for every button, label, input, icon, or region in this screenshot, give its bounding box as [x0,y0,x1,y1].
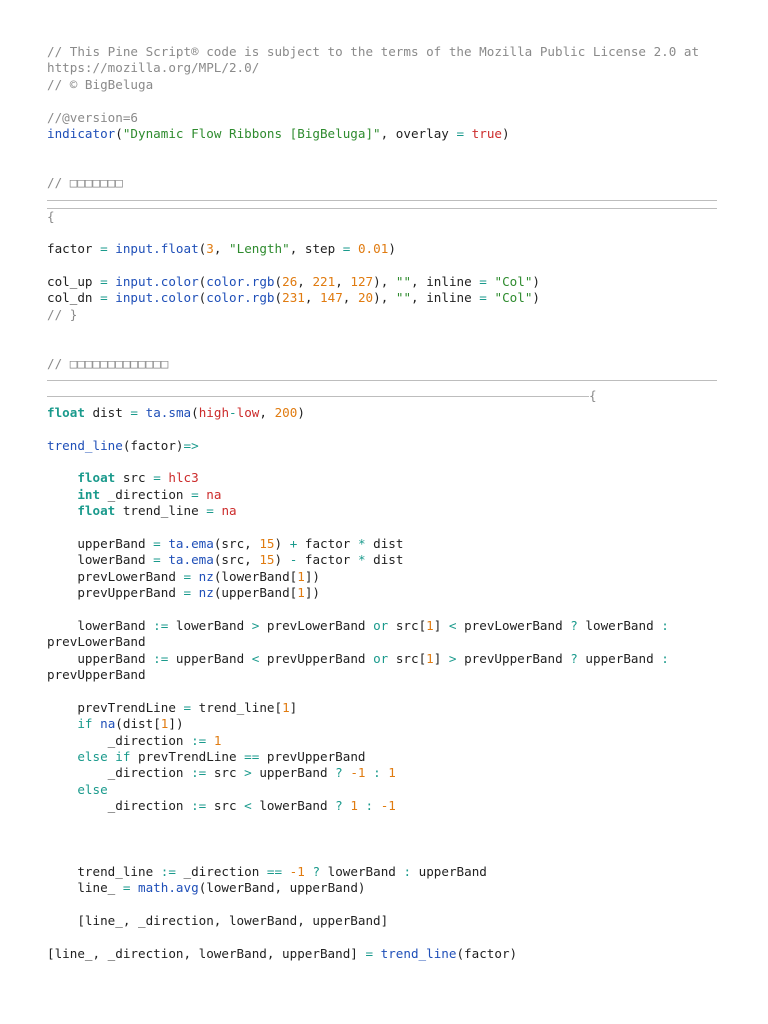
code-line [47,175,727,191]
blank-line [47,454,727,470]
code-line [47,487,727,503]
code-token: , [213,241,230,257]
code-token: ) [274,535,290,551]
code-token: lowerBand [577,617,662,633]
code-token: 1 [426,617,434,633]
code-line [47,749,727,765]
code-token: = [100,274,108,290]
code-token: : [661,650,669,666]
code-token: lowerBand [47,552,154,568]
code-token [373,798,381,813]
code-token: [line_, _direction, lowerBand, upperBand] [47,945,366,961]
code-token: lowerBand [251,798,336,814]
code-line [47,356,727,372]
blank-line [47,421,727,437]
code-token: ( [274,290,283,306]
code-token: , inline [411,290,480,306]
code-token: math.avg [138,880,199,896]
code-token: * [357,535,366,551]
code-token [47,470,77,485]
code-token: //@version=6 [47,109,138,125]
code-token [93,716,101,731]
blank-line [47,815,727,831]
code-token [47,487,77,502]
code-token: = [479,274,487,290]
code-token [366,765,374,780]
code-token: // □□□□□□□ [47,175,123,191]
code-line [47,569,727,585]
blank-line [47,258,727,274]
code-token: trend_line [380,945,457,961]
code-token: 20 [357,290,374,306]
code-line [47,913,727,929]
code-token: prevLowerBand [47,634,146,650]
code-token: line_ [47,880,123,896]
code-token: _direction [47,798,192,814]
code-token: low [236,404,260,420]
code-line [47,733,727,749]
code-token: = [122,880,131,896]
code-token: or [373,617,389,633]
code-token: -1 [289,863,305,879]
code-token: upperBand [251,765,336,781]
code-token: * [357,552,366,568]
code-token: (src, [213,552,260,568]
code-token: color.rgb [206,290,275,306]
code-token: = [456,125,465,141]
code-token: < [244,798,252,814]
code-line [47,503,727,519]
code-token: color.rgb [206,274,275,290]
code-token: prevUpperBand [456,650,571,666]
code-token: src [115,470,154,486]
blank-line [47,159,727,175]
code-token: (src, [213,535,260,551]
code-line [47,274,727,290]
code-token: else if [77,749,131,765]
code-token: = [479,290,487,306]
code-token: int [77,486,101,502]
code-token: prevUpperBand [259,749,366,765]
blank-line [47,323,727,339]
code-token: { [47,208,55,224]
code-token [47,782,77,797]
code-token: > [251,617,260,633]
code-token: prevUpperBand [47,667,146,683]
code-token: = [365,945,374,961]
code-token: = [130,404,139,420]
code-token: nz [198,585,214,601]
code-token: = [183,585,192,601]
code-token: ] [433,617,449,633]
code-token: , step [289,241,343,257]
code-line [47,880,727,896]
code-line [47,405,727,421]
blank-line [47,929,727,945]
code-token [358,798,366,813]
code-token: < [251,650,260,666]
code-token: - [289,552,298,568]
code-token [206,733,214,748]
code-token: _direction [47,732,192,748]
code-token: == [266,863,283,879]
code-token: src [206,798,245,814]
code-token: -1 [350,765,366,781]
code-token: = [206,503,214,519]
code-token: = [153,535,161,551]
code-line [47,209,727,225]
code-token: 1 [297,568,305,584]
blank-line [47,340,727,356]
code-token: "" [395,274,412,290]
code-token: high [198,404,230,420]
code-line [47,552,727,568]
code-token: upperBand [411,863,487,879]
code-token: prevLowerBand [456,617,571,633]
code-token: ] [289,699,298,715]
code-token: hlc3 [168,470,199,486]
code-token [47,503,77,518]
code-token [373,946,381,961]
code-token: 221 [312,274,336,290]
code-token [282,864,290,879]
code-token: (factor) [456,945,518,961]
code-token: factor [297,552,358,568]
code-token: input.color [115,274,199,290]
blank-line [47,897,727,913]
code-token: ]) [304,585,321,601]
code-token: = [183,568,192,584]
code-token: prevUpperBand [47,585,184,601]
code-token: upperBand [47,650,154,666]
code-token: (factor) [122,437,184,453]
code-token: trend_line [47,863,161,879]
code-token: src[ [388,650,427,666]
code-token: src [206,765,245,781]
code-token: ( [274,274,283,290]
code-token: input.color [115,290,199,306]
code-token: [line_, _direction, lowerBand, upperBand] [47,912,389,928]
code-line [47,388,727,404]
code-token: prevLowerBand [259,617,374,633]
code-token: 200 [274,404,298,420]
code-token: - [229,404,237,420]
code-token: nz [198,568,214,584]
code-token: ) [388,241,396,257]
code-token: ? [335,798,343,814]
code-line [47,60,727,76]
code-token: := [191,798,207,814]
code-token: 147 [320,290,343,306]
code-document [47,44,727,962]
code-token: col_dn [47,290,101,306]
code-token: or [373,650,389,666]
blank-line [47,520,727,536]
code-token: < [448,617,457,633]
code-line [47,864,727,880]
code-line [47,536,727,552]
code-token: dist [365,535,404,551]
code-line [47,700,727,716]
code-token: == [244,749,260,765]
code-token: // } [47,306,78,322]
code-token: ? [312,863,321,879]
code-token: , inline [411,274,480,290]
code-line [47,438,727,454]
code-token: ta.sma [145,404,192,420]
code-token: trend_line[ [191,699,283,715]
code-token: factor [297,535,358,551]
code-token: upperBand [168,650,252,666]
code-token: := [153,650,169,666]
code-line [47,716,727,732]
code-token: "" [395,290,412,306]
code-token: float [47,404,85,420]
code-token: dist [84,404,131,420]
code-token [191,585,199,600]
code-token [464,126,472,141]
code-token: ? [335,765,343,781]
code-token: col_up [47,274,101,290]
code-token [47,749,77,764]
code-token: (dist[ [115,716,161,732]
code-token: ( [198,241,207,257]
code-line [47,126,727,142]
code-token: (upperBand[ [213,585,298,601]
code-line [47,651,727,667]
code-token: https://mozilla.org/MPL/2.0/ [47,60,260,76]
code-token: lowerBand [47,617,154,633]
code-line [47,782,727,798]
code-token: // © BigBeluga [47,76,154,92]
code-token: 1 [297,585,305,601]
code-token: ta.ema [168,552,214,568]
code-token: + [289,535,298,551]
code-token: _direction [175,863,267,879]
code-token: = [191,486,199,502]
code-token: upperBand [47,535,154,551]
code-token: trend_line [115,503,207,519]
code-token: "Col" [494,290,533,306]
code-token: 1 [350,798,358,814]
code-token: factor [47,241,101,257]
code-token: 1 [213,732,222,748]
code-token: ] [433,650,449,666]
code-token: prevTrendLine [47,699,184,715]
code-token: prevUpperBand [259,650,374,666]
code-line [47,77,727,93]
code-token: = [183,699,192,715]
code-line [47,110,727,126]
code-token [47,716,77,731]
code-token: { [589,388,597,404]
code-token: 231 [282,290,305,306]
code-token: = [153,552,161,568]
code-token: 1 [282,699,290,715]
code-token: , [304,290,321,306]
code-token: ) [532,290,540,306]
divider [47,200,717,201]
code-token: ( [198,290,207,306]
code-token: 15 [259,535,275,551]
code-token: float [77,503,116,519]
blank-line [47,93,727,109]
code-token: ]) [168,716,184,732]
code-token: trend_line [47,437,123,453]
divider [47,380,717,381]
code-token: 1 [388,765,396,781]
code-token: na [221,503,237,519]
code-token: ? [570,650,578,666]
code-token: -1 [380,798,396,814]
code-token: na [206,486,222,502]
code-token: _direction [47,765,192,781]
code-token: , overlay [380,125,457,141]
code-token: > [448,650,457,666]
code-token: : [661,617,669,633]
code-line [47,585,727,601]
blank-line [47,683,727,699]
code-token [138,405,146,420]
code-token: => [183,437,199,453]
code-token: > [244,765,252,781]
blank-line [47,831,727,847]
code-token: ) [297,404,305,420]
code-token: = [100,241,108,257]
code-token: dist [365,552,404,568]
blank-line [47,602,727,618]
code-token: "Length" [229,241,290,257]
code-token: lowerBand [168,617,252,633]
code-token: input.float [115,241,199,257]
code-line [47,470,727,486]
code-token: ) [502,125,510,141]
code-token: upperBand [577,650,662,666]
code-token: ), [373,274,396,290]
code-line [47,667,727,683]
code-token: 127 [350,274,374,290]
code-token: ( [191,404,199,420]
code-token: 26 [282,274,298,290]
code-token [130,880,138,895]
code-token: 1 [426,650,434,666]
code-line [47,634,727,650]
code-token: := [191,732,207,748]
code-token: src[ [388,617,427,633]
code-token: = [342,241,351,257]
code-token: ( [115,125,123,141]
code-token: , [335,274,351,290]
code-token: = [153,470,161,486]
code-token: := [191,765,207,781]
code-token: ( [198,274,207,290]
code-line [47,241,727,257]
code-token: indicator [47,125,116,141]
blank-line [47,142,727,158]
code-token [350,241,358,256]
code-token: : [403,863,412,879]
code-token: ) [274,552,290,568]
code-token: 0.01 [357,241,389,257]
code-token: 1 [160,716,169,732]
code-token: else [77,781,108,797]
code-line [47,44,727,60]
code-token: if [77,716,93,732]
code-token: prevLowerBand [47,568,184,584]
code-line [47,307,727,323]
code-token: ta.ema [168,535,214,551]
code-line [47,618,727,634]
code-line [47,946,727,962]
code-line [47,765,727,781]
code-token: // □□□□□□□□□□□□□ [47,356,169,372]
code-token: // This Pine Script® code is subject to the terms of the Mozilla Public License 2.0 at [47,44,700,59]
code-token: := [160,863,176,879]
code-token: (lowerBand[ [213,568,298,584]
code-token: ]) [304,568,321,584]
code-token: := [153,617,169,633]
blank-line [47,225,727,241]
code-token: true [471,125,502,141]
code-token: , [259,404,275,420]
code-token: , [297,274,313,290]
code-token: _direction [100,486,192,502]
code-token: = [100,290,108,306]
code-token: , [342,290,358,306]
code-token: float [77,470,116,486]
code-token: (lowerBand, upperBand) [198,880,366,896]
code-token: : [373,765,381,781]
code-token: 3 [206,241,214,257]
code-line [47,798,727,814]
code-token: : [365,798,374,814]
code-token: na [100,716,116,732]
code-token: "Col" [494,274,533,290]
code-token: 15 [259,552,275,568]
code-token: ), [373,290,396,306]
code-token: "Dynamic Flow Ribbons [BigBeluga]" [122,125,381,141]
divider [47,388,589,397]
code-token: ? [570,617,578,633]
code-token: prevTrendLine [130,749,245,765]
code-token: ) [532,274,540,290]
code-token [191,569,199,584]
code-token: lowerBand [320,863,404,879]
code-line [47,290,727,306]
blank-line [47,847,727,863]
